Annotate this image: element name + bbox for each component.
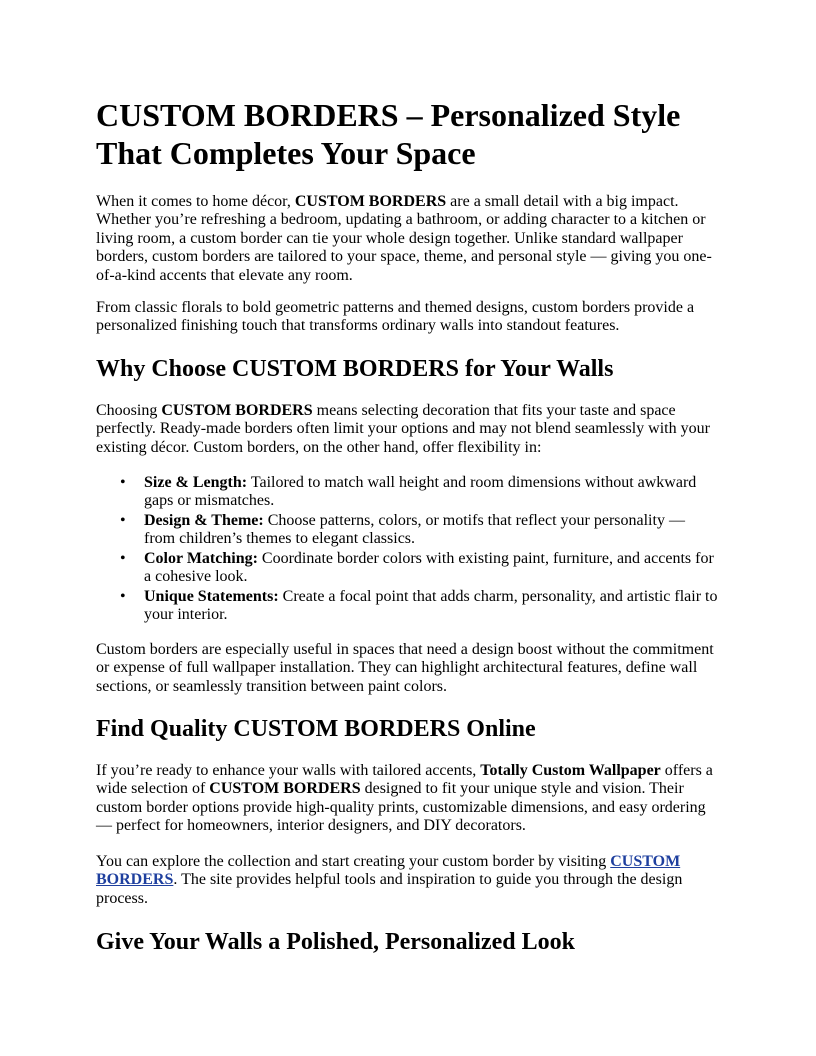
find-visit-text-end: . The site provides helpful tools and inspiration to guide you through the design process.: [96, 871, 683, 907]
list-item: [96, 588, 720, 625]
list-item-term: Size & Length:: [144, 474, 248, 491]
list-item: [96, 550, 720, 587]
find-paragraph-1: [96, 762, 720, 836]
document-title: CUSTOM BORDERS – Personalized Style That Completes Your Space: [96, 97, 681, 171]
list-item-text: Choose patterns, colors, or motifs that reflect your personality — from children’s themes to elegant classics.: [144, 512, 685, 548]
list-item: [96, 512, 720, 549]
list-item: [96, 474, 720, 511]
why-paragraph-2: Custom borders are especially useful in spaces that need a design boost without the commitment or expense of full wallpaper installation. They can highlight architectural features, define wall sections, or seamlessly transition between paint colors.: [96, 641, 714, 695]
heading-why-choose: Why Choose CUSTOM BORDERS for Your Walls: [96, 356, 614, 382]
list-item-term: Color Matching:: [144, 550, 258, 567]
why-text: Choosing: [96, 402, 162, 419]
bullet-icon: •: [120, 512, 126, 529]
list-item-text: Coordinate border colors with existing paint, furniture, and accents for a cohesive look.: [144, 550, 714, 586]
find-visit-text: You can explore the collection and start creating your custom border by visiting: [96, 853, 611, 870]
heading-give-your-walls: Give Your Walls a Polished, Personalized Look: [96, 929, 575, 955]
why-text-continued: means selecting decoration that fits your taste and space perfectly. Ready-made borders often limit your options and may not blend seamlessly with your existing décor. Custom borders, on the other hand, offer flexibility in:: [96, 402, 710, 456]
intro-text-continued: are a small detail with a big impact. Whether you’re refreshing a bedroom, updating a bathroom, or adding character to a kitchen or living room, a custom border can tie your whole design together. Unlike standard wallpaper borders, custom borders are tailored to your space, theme, and personal style — giving you one-of-a-kind accents that elevate any room.: [96, 193, 712, 284]
bullet-icon: •: [120, 588, 126, 605]
custom-borders-link[interactable]: CUSTOM BORDERS: [96, 853, 681, 889]
list-item-text: Create a focal point that adds charm, personality, and artistic flair to your interior.: [144, 588, 718, 624]
bullet-icon: •: [120, 550, 126, 567]
intro-paragraph-2: From classic florals to bold geometric patterns and themed designs, custom borders provide a personalized finishing touch that transforms ordinary walls into standout features.: [96, 299, 695, 335]
intro-text: When it comes to home décor,: [96, 193, 295, 210]
feature-list: [96, 474, 720, 626]
find-text: If you’re ready to enhance your walls with tailored accents,: [96, 762, 481, 779]
find-keyword: CUSTOM BORDERS: [209, 780, 361, 798]
find-text-continued: offers a wide selection of: [96, 762, 713, 798]
list-item-term: Unique Statements:: [144, 588, 279, 605]
find-text-end: designed to fit your unique style and vision. Their custom border options provide high-quality prints, customizable dimensions, and easy ordering — perfect for homeowners, interior designers, and DIY decorators.: [96, 780, 706, 835]
intro-paragraph-1: [96, 193, 720, 285]
why-keyword: CUSTOM BORDERS: [161, 402, 313, 419]
brand-name: Totally Custom Wallpaper: [480, 762, 661, 779]
list-item-term: Design & Theme:: [144, 512, 264, 529]
find-paragraph-2: [96, 853, 720, 908]
bullet-icon: •: [120, 474, 126, 491]
list-item-text: Tailored to match wall height and room dimensions without awkward gaps or mismatches.: [144, 474, 697, 510]
why-paragraph-1: [96, 402, 720, 457]
intro-keyword: CUSTOM BORDERS: [294, 193, 447, 210]
heading-find-quality: Find Quality CUSTOM BORDERS Online: [96, 716, 536, 742]
